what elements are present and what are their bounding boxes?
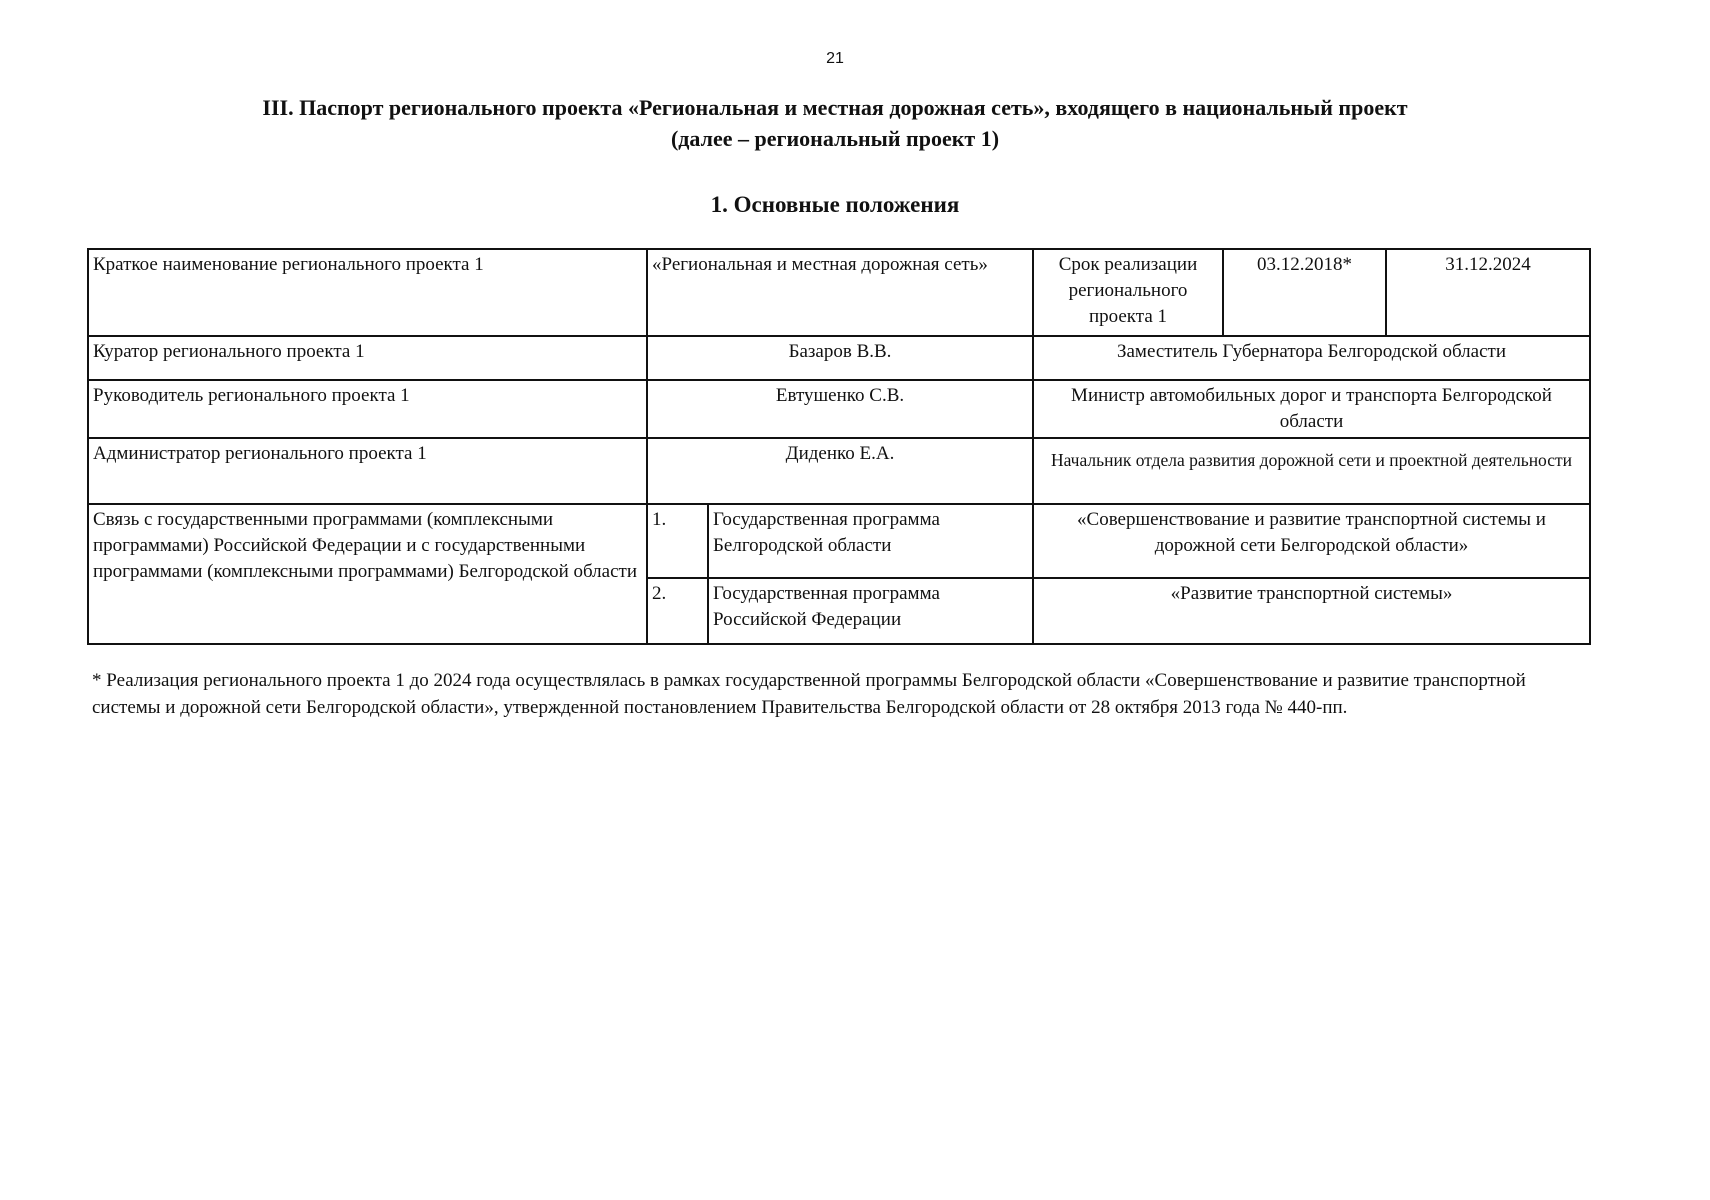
program-type: Государственная программа Российской Федерации [708, 578, 1033, 644]
table-row [88, 438, 1590, 504]
curator-name: Базаров В.В. [647, 336, 1033, 380]
table-row [88, 380, 1590, 438]
administrator-position: Начальник отдела развития дорожной сети и проектной деятельности [1033, 438, 1590, 504]
heading-line-2: (далее – региональный проект 1) [670, 126, 1000, 151]
curator-label: Куратор регионального проекта 1 [88, 336, 647, 380]
program-number: 2. [647, 578, 708, 644]
section-title: 1. Основные положения [710, 192, 960, 217]
program-name: «Развитие транспортной системы» [1033, 578, 1590, 644]
main-provisions-table [87, 248, 1591, 645]
administrator-name: Диденко Е.А. [647, 438, 1033, 504]
short-name-value: «Региональная и местная дорожная сеть» [647, 249, 1033, 336]
head-label: Руководитель регионального проекта 1 [88, 380, 647, 438]
short-name-label: Краткое наименование регионального проекта 1 [88, 249, 647, 336]
term-end-date: 31.12.2024 [1386, 249, 1590, 336]
administrator-label: Администратор регионального проекта 1 [88, 438, 647, 504]
program-number: 1. [647, 504, 708, 578]
program-type: Государственная программа Белгородской области [708, 504, 1033, 578]
term-label: Срок реализации регионального проекта 1 [1033, 249, 1223, 336]
programs-label: Связь с государственными программами (комплексными программами) Российской Федерации и с государственными программами (комплексными программами) Белгородской области [88, 504, 647, 644]
table-row [88, 504, 1590, 578]
term-start-date: 03.12.2018* [1223, 249, 1386, 336]
head-name: Евтушенко С.В. [647, 380, 1033, 438]
page-number: 21 [826, 50, 844, 67]
heading-line-1: III. Паспорт регионального проекта «Региональная и местная дорожная сеть», входящего в национальный проект [262, 95, 1408, 120]
table-row [88, 336, 1590, 380]
program-name: «Совершенствование и развитие транспортной системы и дорожной сети Белгородской области» [1033, 504, 1590, 578]
head-position: Министр автомобильных дорог и транспорта Белгородской области [1033, 380, 1590, 438]
document-heading [0, 92, 1670, 154]
curator-position: Заместитель Губернатора Белгородской области [1033, 336, 1590, 380]
footnote: * Реализация регионального проекта 1 до 2024 года осуществлялась в рамках государственной программы Белгородской области «Совершенствование и развитие транспортной системы и дорожной сети Белгородской области», утвержденной постановлением Правительства Белгородской области от 28 октября 2013 года № 440-пп. [92, 670, 1526, 718]
table-row [88, 249, 1590, 336]
